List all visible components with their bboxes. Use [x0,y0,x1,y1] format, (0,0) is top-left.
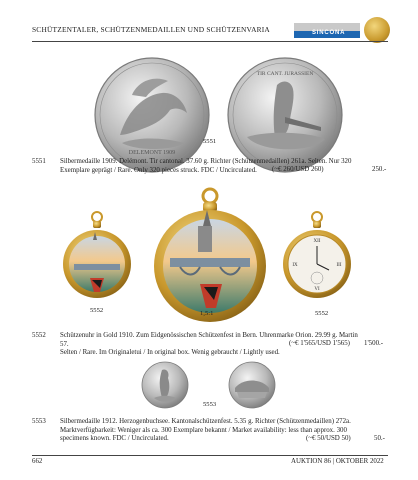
brand-logo [294,23,388,39]
brand-coin-icon [364,17,390,43]
lot-5552-estimate: (~€ 1'565/USD 1'565) [289,340,350,347]
auction-info: AUKTION 86 | OKTOBER 2022 [291,458,384,465]
lot-5552-watch-open-image [282,210,352,306]
lot-5552-line-1: Schützenuhr in Gold 1910. Zum Eidgenössischen Schützenfest in Bern. Uhrenmarke Orion. 29.99 g. Martin 57. [60,332,358,348]
lot-5552-watch-large-image [150,186,270,322]
lot-5551-line-1: Silbermedaille 1909. Delémont. Tir cantonal. 37.60 g. Richter (Schützenmedaillen) 261a. Selten. Nur 320 [60,158,352,165]
lot-5551-obverse-image [92,55,212,175]
header-rule [32,41,388,42]
lot-5553-image-label: 5553 [203,401,217,408]
lot-5551-reverse-image [225,55,345,175]
lot-5551-number: 5551 [32,158,46,165]
lot-5553-number: 5553 [32,418,46,425]
lot-5551-line-2: Exemplare geprägt / Rare. Only 320 pieces struck. FDC / Uncirculated. [60,166,257,174]
lot-5553-price: 50.- [374,435,385,442]
svg-text:III: III [336,263,342,268]
lot-5553-obverse-image [140,360,190,410]
svg-text:IX: IX [292,263,298,268]
medal-obverse-legend: DELEMONT 1909 [128,150,176,156]
page-header [32,23,388,39]
lot-5552-scale-label: 1,5:1 [200,310,214,317]
lot-5553-line-2: Marktverfügbarkeit: Weniger als ca. 300 Exemplare bekannt / Market availability: less than approx. 300 [60,426,347,434]
svg-text:XII: XII [313,239,321,244]
lot-5551-image-label: 5551 [203,138,217,145]
lot-5551-estimate: (~€ 260/USD 260) [272,166,324,173]
lot-5552-price: 1'500.- [364,340,384,347]
medal-reverse-legend: TIR CANT. JURASSIEN [256,71,314,77]
lot-5553-line-1: Silbermedaille 1912. Herzogenbuchsee. Kantonalschützenfest. 5.35 g. Richter (Schützenmedaillen) 272a. [60,418,351,425]
lot-5552-line-2: Selten / Rare. Im Originaletui / In original box. Wenig gebraucht / Lightly used. [60,349,280,357]
brand-name: SINCONA [312,30,346,36]
lot-5552-image-label-left: 5552 [90,307,104,314]
footer-rule [32,455,388,456]
lot-5553-reverse-image [227,360,277,410]
lot-5553-estimate: (~€ 50/USD 50) [306,435,351,442]
lot-5552-image-label-right: 5552 [315,310,329,317]
lot-5551-price: 250.- [372,166,387,173]
lot-5552-number: 5552 [32,332,46,339]
lot-5552-watch-small-image [62,210,132,306]
svg-text:VI: VI [314,287,320,292]
page-number: 662 [32,458,43,465]
header-title: SCHÜTZENTALER, SCHÜTZENMEDAILLEN UND SCHÜTZENVARIA [32,25,270,34]
lot-5553-line-3: specimens known. FDC / Uncirculated. [60,435,169,443]
